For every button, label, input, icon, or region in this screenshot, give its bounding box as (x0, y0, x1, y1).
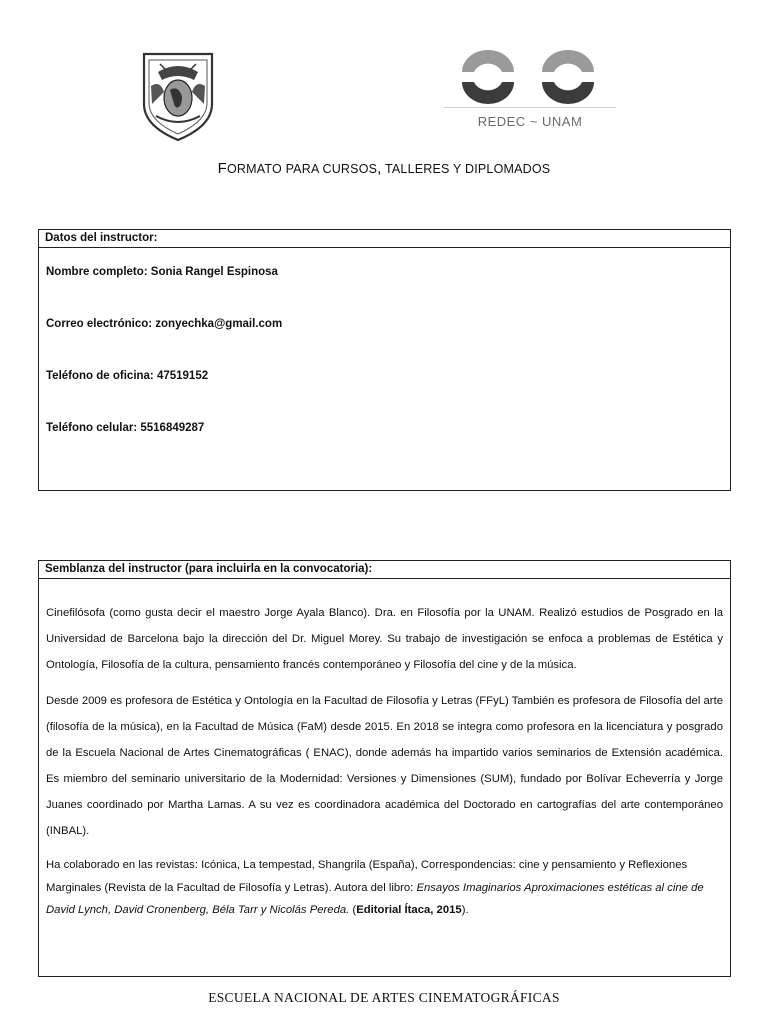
instructor-bio-heading: Semblanza del instructor (para incluirla en la convocatoria): (39, 561, 730, 579)
title-comma: , (377, 160, 382, 177)
bio-body (39, 600, 730, 922)
bio-paragraph-2: Desde 2009 es profesora de Estética y Ontología en la Facultad de Filosofía y Letras (FFyL) También es profesora de Filosofía del arte (filosofía de la música), en la Facultad de Música (FaM) desde 2015. En 2018 se integra como profesora en la licenciatura y posgrado de la Escuela Nacional de Artes Cinematográficas ( ENAC), donde además ha impartido varios seminarios de Extensión académica. Es miembro del seminario universitario de la Modernidad: Versiones y Dimensiones (SUM), fundado por Bolívar Echeverría y Jorge Juanes coordinado por Martha Lamas. A su vez es coordinadora académica del Doctorado en cartografías del arte contemporáneo (INBAL). (46, 695, 723, 837)
paren-open: ( (349, 904, 357, 916)
document-title (0, 160, 768, 177)
email-field: Correo electrónico: zonyechka@gmail.com (46, 318, 283, 330)
bio-paragraph-3-text: Ha colaborado en las revistas: Icónica, La tempestad, Shangrila (España), Correspondencias: cine y pensamiento y Reflexiones Marginales (Revista de la Facultad de Filosofía y Letras). Autora del libro: (46, 859, 688, 894)
page-footer: ESCUELA NACIONAL DE ARTES CINEMATOGRÁFICAS (208, 990, 560, 1005)
redec-unam-label: REDEC ~ UNAM (477, 114, 583, 129)
title-text: ORMATO PARA CURSOS (227, 162, 378, 176)
book-title: Ensayos Imaginarios Aproximaciones estéticas al cine de David Lynch, David Cronenberg, Béla Tarr y Nicolás Pereda. (46, 881, 704, 916)
bio-paragraph-1: Cinefilósofa (como gusta decir el maestro Jorge Ayala Blanco). Dra. en Filosofía por la UNAM. Realizó estudios de Posgrado en la Universidad de Barcelona bajo la dirección del Dr. Miguel Morey. Su trabajo de investigación se enfoca a problemas de Estética y Ontología, Filosofía de la cultura, pensamiento francés contemporáneo y Filosofía del cine y de la música. (46, 607, 723, 671)
bio-paragraph-3 (46, 854, 723, 922)
unam-seal-logo (136, 46, 220, 142)
instructor-bio-box (38, 560, 731, 977)
full-name-field: Nombre completo: Sonia Rangel Espinosa (46, 266, 278, 278)
redec-unam-logo (444, 48, 616, 138)
instructor-data-heading: Datos del instructor: (39, 230, 730, 248)
title-tail: TALLERES Y DIPLOMADOS (381, 162, 551, 176)
office-phone-field: Teléfono de oficina: 47519152 (46, 370, 209, 382)
mobile-phone-field: Teléfono celular: 5516849287 (46, 422, 205, 434)
publisher: Editorial Ítaca, 2015 (356, 904, 462, 916)
instructor-data-box (38, 229, 731, 491)
title-initial: F (217, 160, 227, 177)
paren-close: ). (461, 904, 469, 916)
